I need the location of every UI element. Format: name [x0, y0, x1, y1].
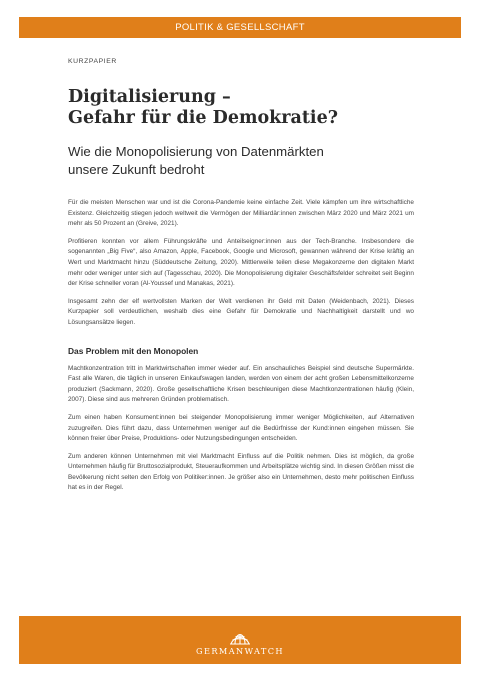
- intro-paragraph: Für die meisten Menschen war und ist die Corona-Pandemie keine einfache Zeit. Viele kämpfen um ihre wirtschaftliche Existenz. Gleichzeitig stiegen jedoch weltweit die Vermögen der Milliardär:innen zwischen März 2020 und März 2021 um mehr als 50 Prozent an (Greive, 2021).: [68, 199, 414, 228]
- page-title: [68, 87, 414, 129]
- title-line: Digitalisierung –: [68, 87, 231, 107]
- document-type-label: KURZPAPIER: [68, 58, 117, 65]
- title-line: Gefahr für die Demokratie?: [68, 108, 338, 128]
- section-heading: Das Problem mit den Monopolen: [68, 345, 199, 356]
- document-body: [68, 58, 414, 501]
- section-paragraph: Machtkonzentration tritt in Marktwirtschaften immer wieder auf. Ein anschauliches Beispiel sind deutsche Supermärkte. Fast alle Waren, die täglich in unseren Einkaufswagen landen, werden von einem der acht großen Lebensmittelkonzerne produziert (Sackmann, 2020). Große gesellschaftliche Krisen beschleunigen diese Machtkonzentrationen häufig (Klein, 2007). Diese sind aus mehreren Gründen problematisch.: [68, 364, 414, 404]
- section-paragraph: Zum einen haben Konsument:innen bei steigender Monopolisierung immer weniger Möglichkeiten, auf Alternativen zuzugreifen. Dies führt dazu, dass Unternehmen weniger auf die Bedürfnisse der Kund:innen eingehen müssen. Sie können freier über Preise, Produktions- oder Nutzungsbedingungen entscheiden.: [68, 413, 414, 443]
- intro-paragraph: Profitieren konnten vor allem Führungskräfte und Anteilseigner:innen aus der Tech-Branche. Insbesondere die sogenannten „Big Five“, also Amazon, Apple, Facebook, Google und Microsoft, gewannen während der Krise kräftig an Wert und Marktmacht hinzu (Süddeutsche Zeitung, 2020). Mittlerweile teilen diese Megakonzerne den digitalen Markt mehr oder weniger unter sich auf (Tagesschau, 2020). Die Monopolisierung digitaler Geschäftsfelder schreitet seit Beginn der Krise schneller voran (Al-Youssef und Manakas, 2021).: [68, 237, 414, 288]
- category-banner: [19, 17, 461, 38]
- section-paragraph: Zum anderen können Unternehmen mit viel Marktmacht Einfluss auf die Politik nehmen. Dies ist möglich, da große Unternehmen häufig für Bruttosozialprodukt, Steueraufkommen und Arbeitsplätze wichtig sind. In diesen Größen misst die Bevölkerung nicht selten den Erfolg von Politiker:innen. Je größer also ein Unternehmen, desto mehr politischen Einfluss hat es in der Regel.: [68, 452, 414, 492]
- category-label: POLITIK & GESELLSCHAFT: [175, 22, 305, 33]
- subtitle-line: unsere Zukunft bedroht: [68, 162, 205, 177]
- footer-banner: [19, 616, 461, 664]
- globe-icon: [228, 625, 252, 645]
- page-subtitle: [68, 143, 414, 179]
- intro-paragraph: Insgesamt zehn der elf wertvollsten Marken der Welt verdienen ihr Geld mit Daten (Weidenbach, 2021). Dieses Kurzpapier soll verdeutlichen, weshalb dies eine Gefahr für Demokratie und Nachhaltigkeit darstellt und wo Lösungsansätze liegen.: [68, 297, 414, 326]
- logo-wordmark: GERMANWATCH: [196, 645, 284, 656]
- subtitle-line: Wie die Monopolisierung von Datenmärkten: [68, 144, 324, 159]
